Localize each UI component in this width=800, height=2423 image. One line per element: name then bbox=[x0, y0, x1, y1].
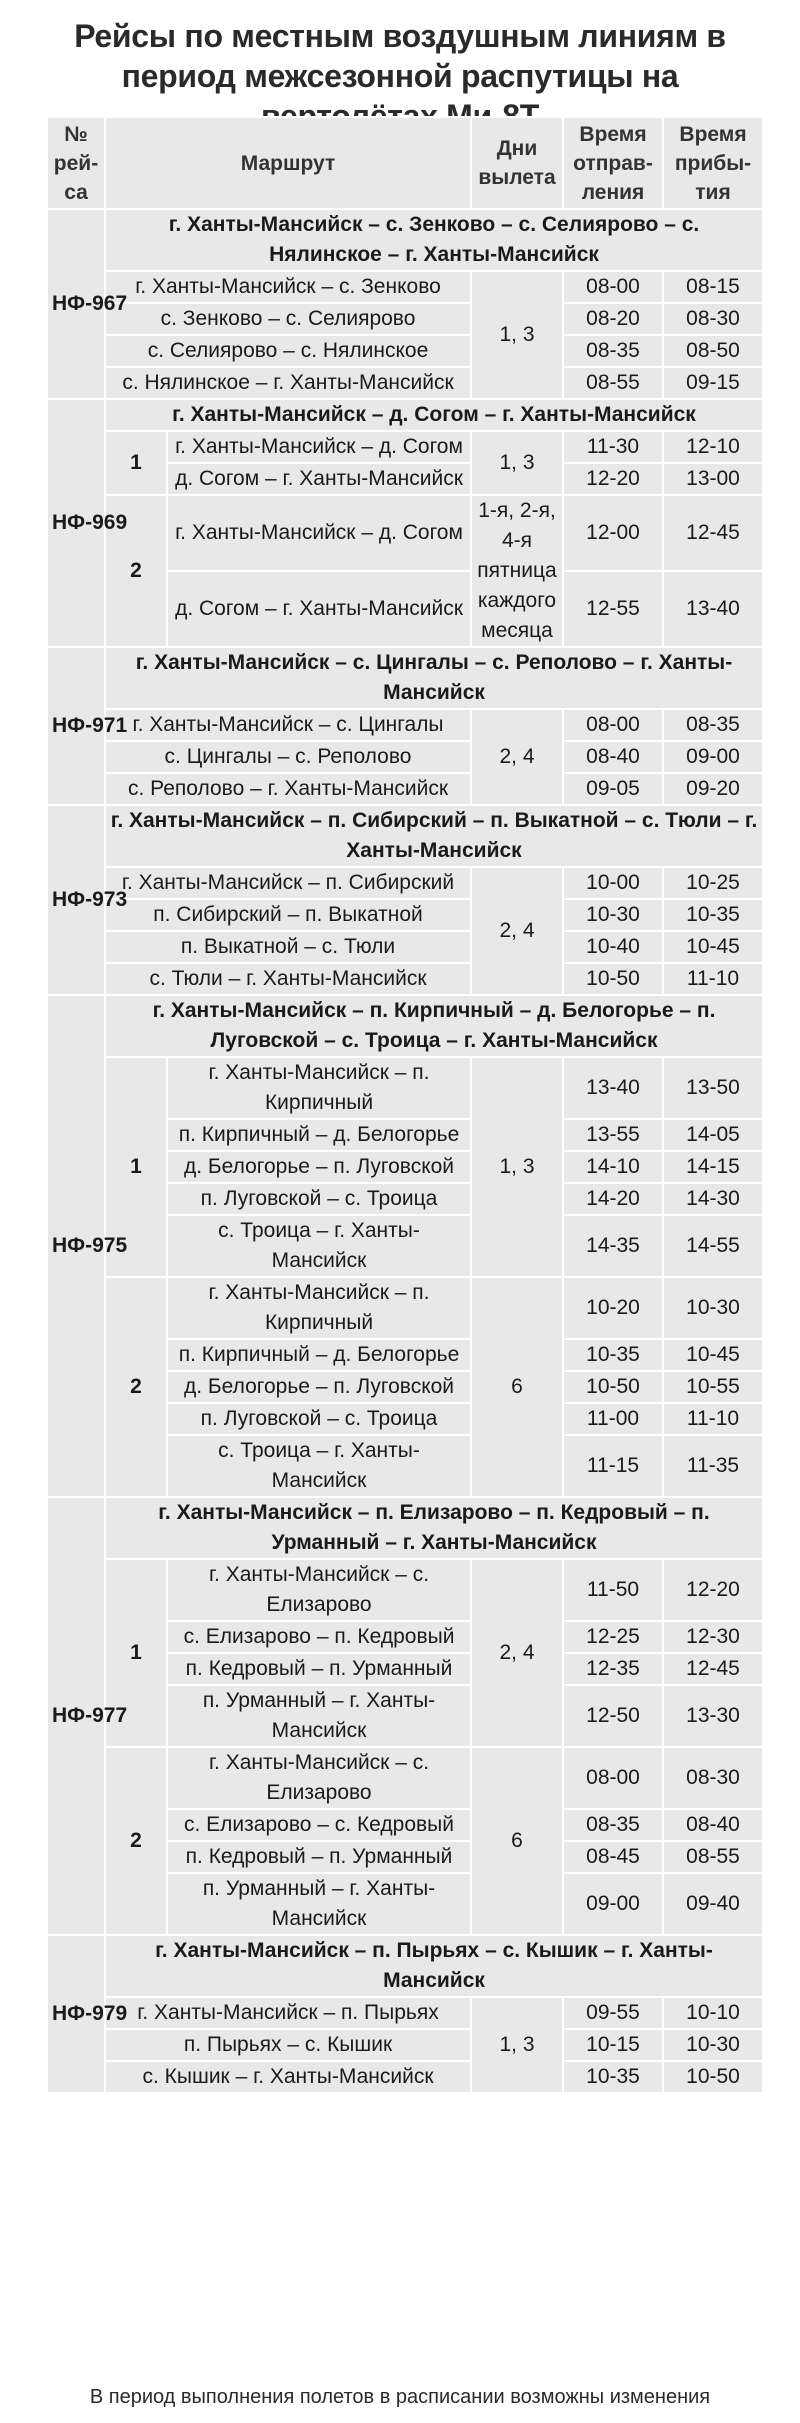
leg-departure: 10-35 bbox=[563, 2061, 663, 2093]
leg-arrival: 13-00 bbox=[663, 463, 763, 495]
schedule-table bbox=[46, 116, 764, 2094]
leg-row bbox=[47, 963, 763, 995]
flight-number: НФ-967 bbox=[47, 209, 105, 399]
leg-arrival: 11-10 bbox=[663, 963, 763, 995]
leg-arrival: 12-10 bbox=[663, 431, 763, 463]
leg-arrival: 12-20 bbox=[663, 1559, 763, 1621]
leg-arrival: 09-15 bbox=[663, 367, 763, 399]
leg-row bbox=[47, 709, 763, 741]
leg-segment: п. Сибирский – п. Выкатной bbox=[105, 899, 471, 931]
leg-segment: с. Реполово – г. Ханты-Мансийск bbox=[105, 773, 471, 805]
leg-arrival: 08-15 bbox=[663, 271, 763, 303]
leg-segment: п. Выкатной – с. Тюли bbox=[105, 931, 471, 963]
leg-segment: п. Кирпичный – д. Белогорье bbox=[167, 1339, 471, 1371]
leg-arrival: 08-55 bbox=[663, 1841, 763, 1873]
flight-number: НФ-975 bbox=[47, 995, 105, 1497]
leg-arrival: 10-50 bbox=[663, 2061, 763, 2093]
leg-segment: с. Кышик – г. Ханты-Мансийск bbox=[105, 2061, 471, 2093]
leg-row bbox=[47, 1057, 763, 1119]
variant-label: 2 bbox=[105, 1747, 167, 1935]
leg-segment: п. Урманный – г. Ханты-Мансийск bbox=[167, 1873, 471, 1935]
leg-row bbox=[47, 741, 763, 773]
variant-label: 2 bbox=[105, 1277, 167, 1497]
flight-number: НФ-977 bbox=[47, 1497, 105, 1935]
leg-departure: 13-55 bbox=[563, 1119, 663, 1151]
leg-arrival: 12-30 bbox=[663, 1621, 763, 1653]
leg-row bbox=[47, 335, 763, 367]
leg-segment: с. Тюли – г. Ханты-Мансийск bbox=[105, 963, 471, 995]
leg-segment: п. Пырьях – с. Кышик bbox=[105, 2029, 471, 2061]
leg-departure: 12-00 bbox=[563, 495, 663, 571]
leg-arrival: 10-10 bbox=[663, 1997, 763, 2029]
leg-segment: с. Троица – г. Ханты-Мансийск bbox=[167, 1215, 471, 1277]
leg-segment: с. Троица – г. Ханты-Мансийск bbox=[167, 1435, 471, 1497]
leg-row bbox=[47, 431, 763, 463]
leg-departure: 10-50 bbox=[563, 963, 663, 995]
leg-segment: с. Елизарово – с. Кедровый bbox=[167, 1809, 471, 1841]
leg-row bbox=[47, 495, 763, 571]
leg-arrival: 14-15 bbox=[663, 1151, 763, 1183]
flight-route-title: г. Ханты-Мансийск – п. Елизарово – п. Кедровый – п. Урманный – г. Ханты-Мансийск bbox=[105, 1497, 763, 1559]
leg-segment: г. Ханты-Мансийск – п. Пырьях bbox=[105, 1997, 471, 2029]
flight-route-title: г. Ханты-Мансийск – п. Сибирский – п. Выкатной – с. Тюли – г. Ханты-Мансийск bbox=[105, 805, 763, 867]
flight-route-row bbox=[47, 647, 763, 709]
flight-number: НФ-969 bbox=[47, 399, 105, 647]
leg-departure: 10-20 bbox=[563, 1277, 663, 1339]
flight-days: 6 bbox=[471, 1747, 563, 1935]
header-arrival: Время прибы-тия bbox=[663, 117, 763, 209]
leg-arrival: 14-05 bbox=[663, 1119, 763, 1151]
flight-days: 1, 3 bbox=[471, 271, 563, 399]
leg-segment: п. Кедровый – п. Урманный bbox=[167, 1841, 471, 1873]
flight-days: 6 bbox=[471, 1277, 563, 1497]
leg-arrival: 10-45 bbox=[663, 1339, 763, 1371]
header-days: Дни вылета bbox=[471, 117, 563, 209]
leg-row bbox=[47, 1747, 763, 1809]
leg-departure: 12-35 bbox=[563, 1653, 663, 1685]
variant-label: 1 bbox=[105, 431, 167, 495]
leg-departure: 08-20 bbox=[563, 303, 663, 335]
leg-arrival: 11-10 bbox=[663, 1403, 763, 1435]
flight-route-title: г. Ханты-Мансийск – п. Пырьях – с. Кышик – г. Ханты-Мансийск bbox=[105, 1935, 763, 1997]
leg-departure: 08-00 bbox=[563, 709, 663, 741]
leg-departure: 08-00 bbox=[563, 271, 663, 303]
leg-departure: 08-55 bbox=[563, 367, 663, 399]
leg-departure: 08-35 bbox=[563, 1809, 663, 1841]
leg-arrival: 09-00 bbox=[663, 741, 763, 773]
leg-arrival: 13-50 bbox=[663, 1057, 763, 1119]
leg-segment: п. Урманный – г. Ханты-Мансийск bbox=[167, 1685, 471, 1747]
flight-route-title: г. Ханты-Мансийск – с. Цингалы – с. Реполово – г. Ханты-Мансийск bbox=[105, 647, 763, 709]
leg-segment: с. Селиярово – с. Нялинское bbox=[105, 335, 471, 367]
leg-arrival: 10-30 bbox=[663, 2029, 763, 2061]
leg-departure: 08-00 bbox=[563, 1747, 663, 1809]
leg-segment: г. Ханты-Мансийск – п. Сибирский bbox=[105, 867, 471, 899]
leg-arrival: 12-45 bbox=[663, 495, 763, 571]
variant-label: 2 bbox=[105, 495, 167, 647]
leg-row bbox=[47, 271, 763, 303]
leg-departure: 12-50 bbox=[563, 1685, 663, 1747]
flight-route-title: г. Ханты-Мансийск – с. Зенково – с. Селиярово – с. Нялинское – г. Ханты-Мансийск bbox=[105, 209, 763, 271]
leg-arrival: 13-30 bbox=[663, 1685, 763, 1747]
leg-departure: 11-50 bbox=[563, 1559, 663, 1621]
variant-label: 1 bbox=[105, 1057, 167, 1277]
leg-departure: 10-35 bbox=[563, 1339, 663, 1371]
leg-segment: г. Ханты-Мансийск – д. Согом bbox=[167, 431, 471, 463]
flight-days: 1, 3 bbox=[471, 1997, 563, 2093]
schedule-footnote: В период выполнения полетов в расписании возможны изменения bbox=[89, 2386, 711, 2408]
leg-segment: г. Ханты-Мансийск – с. Зенково bbox=[105, 271, 471, 303]
flight-route-row bbox=[47, 209, 763, 271]
leg-segment: с. Нялинское – г. Ханты-Мансийск bbox=[105, 367, 471, 399]
leg-segment: п. Кедровый – п. Урманный bbox=[167, 1653, 471, 1685]
leg-row bbox=[47, 2061, 763, 2093]
leg-segment: г. Ханты-Мансийск – п. Кирпичный bbox=[167, 1057, 471, 1119]
leg-arrival: 10-35 bbox=[663, 899, 763, 931]
leg-arrival: 10-45 bbox=[663, 931, 763, 963]
header-route: Маршрут bbox=[105, 117, 471, 209]
flight-route-title: г. Ханты-Мансийск – д. Согом – г. Ханты-Мансийск bbox=[105, 399, 763, 431]
leg-segment: п. Кирпичный – д. Белогорье bbox=[167, 1119, 471, 1151]
leg-departure: 12-55 bbox=[563, 571, 663, 647]
leg-departure: 08-35 bbox=[563, 335, 663, 367]
leg-segment: с. Цингалы – с. Реполово bbox=[105, 741, 471, 773]
leg-arrival: 14-55 bbox=[663, 1215, 763, 1277]
leg-row bbox=[47, 1997, 763, 2029]
flight-route-row bbox=[47, 805, 763, 867]
flight-days: 1, 3 bbox=[471, 1057, 563, 1277]
leg-segment: г. Ханты-Мансийск – с. Елизарово bbox=[167, 1559, 471, 1621]
leg-arrival: 10-55 bbox=[663, 1371, 763, 1403]
leg-row bbox=[47, 367, 763, 399]
leg-row bbox=[47, 773, 763, 805]
flight-days: 1, 3 bbox=[471, 431, 563, 495]
leg-arrival: 10-25 bbox=[663, 867, 763, 899]
schedule-table-wrapper bbox=[46, 116, 762, 2094]
leg-segment: д. Согом – г. Ханты-Мансийск bbox=[167, 571, 471, 647]
leg-departure: 08-40 bbox=[563, 741, 663, 773]
leg-segment: п. Луговской – с. Троица bbox=[167, 1183, 471, 1215]
leg-departure: 10-15 bbox=[563, 2029, 663, 2061]
leg-arrival: 13-40 bbox=[663, 571, 763, 647]
leg-arrival: 09-20 bbox=[663, 773, 763, 805]
leg-segment: г. Ханты-Мансийск – с. Елизарово bbox=[167, 1747, 471, 1809]
leg-segment: п. Луговской – с. Троица bbox=[167, 1403, 471, 1435]
leg-arrival: 08-35 bbox=[663, 709, 763, 741]
leg-arrival: 11-35 bbox=[663, 1435, 763, 1497]
flight-route-row bbox=[47, 995, 763, 1057]
leg-departure: 10-50 bbox=[563, 1371, 663, 1403]
leg-departure: 14-10 bbox=[563, 1151, 663, 1183]
flight-route-row bbox=[47, 1497, 763, 1559]
variant-label: 1 bbox=[105, 1559, 167, 1747]
leg-departure: 14-35 bbox=[563, 1215, 663, 1277]
leg-segment: с. Зенково – с. Селиярово bbox=[105, 303, 471, 335]
leg-row bbox=[47, 931, 763, 963]
header-departure: Время отправ-ления bbox=[563, 117, 663, 209]
table-header-row bbox=[47, 117, 763, 209]
leg-segment: с. Елизарово – п. Кедровый bbox=[167, 1621, 471, 1653]
flight-route-title: г. Ханты-Мансийск – п. Кирпичный – д. Белогорье – п. Луговской – с. Троица – г. Ханты-Мансийск bbox=[105, 995, 763, 1057]
flight-days: 2, 4 bbox=[471, 1559, 563, 1747]
leg-row bbox=[47, 867, 763, 899]
leg-arrival: 08-50 bbox=[663, 335, 763, 367]
leg-segment: д. Белогорье – п. Луговской bbox=[167, 1371, 471, 1403]
leg-segment: г. Ханты-Мансийск – д. Согом bbox=[167, 495, 471, 571]
leg-departure: 09-55 bbox=[563, 1997, 663, 2029]
flight-number: НФ-979 bbox=[47, 1935, 105, 2093]
page-title: Рейсы по местным воздушным линиям в период межсезонной распутицы на bbox=[74, 18, 726, 94]
leg-segment: г. Ханты-Мансийск – с. Цингалы bbox=[105, 709, 471, 741]
leg-arrival: 10-30 bbox=[663, 1277, 763, 1339]
leg-arrival: 09-40 bbox=[663, 1873, 763, 1935]
leg-departure: 09-00 bbox=[563, 1873, 663, 1935]
leg-departure: 12-25 bbox=[563, 1621, 663, 1653]
header-flight-number: № рей-са bbox=[47, 117, 105, 209]
leg-arrival: 08-30 bbox=[663, 1747, 763, 1809]
leg-segment: г. Ханты-Мансийск – п. Кирпичный bbox=[167, 1277, 471, 1339]
flight-route-row bbox=[47, 399, 763, 431]
leg-row bbox=[47, 303, 763, 335]
flight-days: 1-я, 2-я, 4-я пятница каждого месяца bbox=[471, 495, 563, 647]
leg-departure: 08-45 bbox=[563, 1841, 663, 1873]
leg-departure: 09-05 bbox=[563, 773, 663, 805]
leg-departure: 13-40 bbox=[563, 1057, 663, 1119]
flight-days: 2, 4 bbox=[471, 709, 563, 805]
leg-departure: 14-20 bbox=[563, 1183, 663, 1215]
leg-segment: д. Согом – г. Ханты-Мансийск bbox=[167, 463, 471, 495]
leg-departure: 10-30 bbox=[563, 899, 663, 931]
flight-route-row bbox=[47, 1935, 763, 1997]
leg-departure: 11-30 bbox=[563, 431, 663, 463]
flight-number: НФ-971 bbox=[47, 647, 105, 805]
leg-departure: 11-15 bbox=[563, 1435, 663, 1497]
flight-days: 2, 4 bbox=[471, 867, 563, 995]
leg-row bbox=[47, 1559, 763, 1621]
leg-arrival: 12-45 bbox=[663, 1653, 763, 1685]
leg-row bbox=[47, 1277, 763, 1339]
leg-row bbox=[47, 899, 763, 931]
leg-arrival: 08-30 bbox=[663, 303, 763, 335]
leg-arrival: 14-30 bbox=[663, 1183, 763, 1215]
leg-arrival: 08-40 bbox=[663, 1809, 763, 1841]
leg-departure: 12-20 bbox=[563, 463, 663, 495]
leg-segment: д. Белогорье – п. Луговской bbox=[167, 1151, 471, 1183]
leg-row bbox=[47, 2029, 763, 2061]
leg-departure: 10-40 bbox=[563, 931, 663, 963]
leg-departure: 10-00 bbox=[563, 867, 663, 899]
flight-number: НФ-973 bbox=[47, 805, 105, 995]
leg-departure: 11-00 bbox=[563, 1403, 663, 1435]
